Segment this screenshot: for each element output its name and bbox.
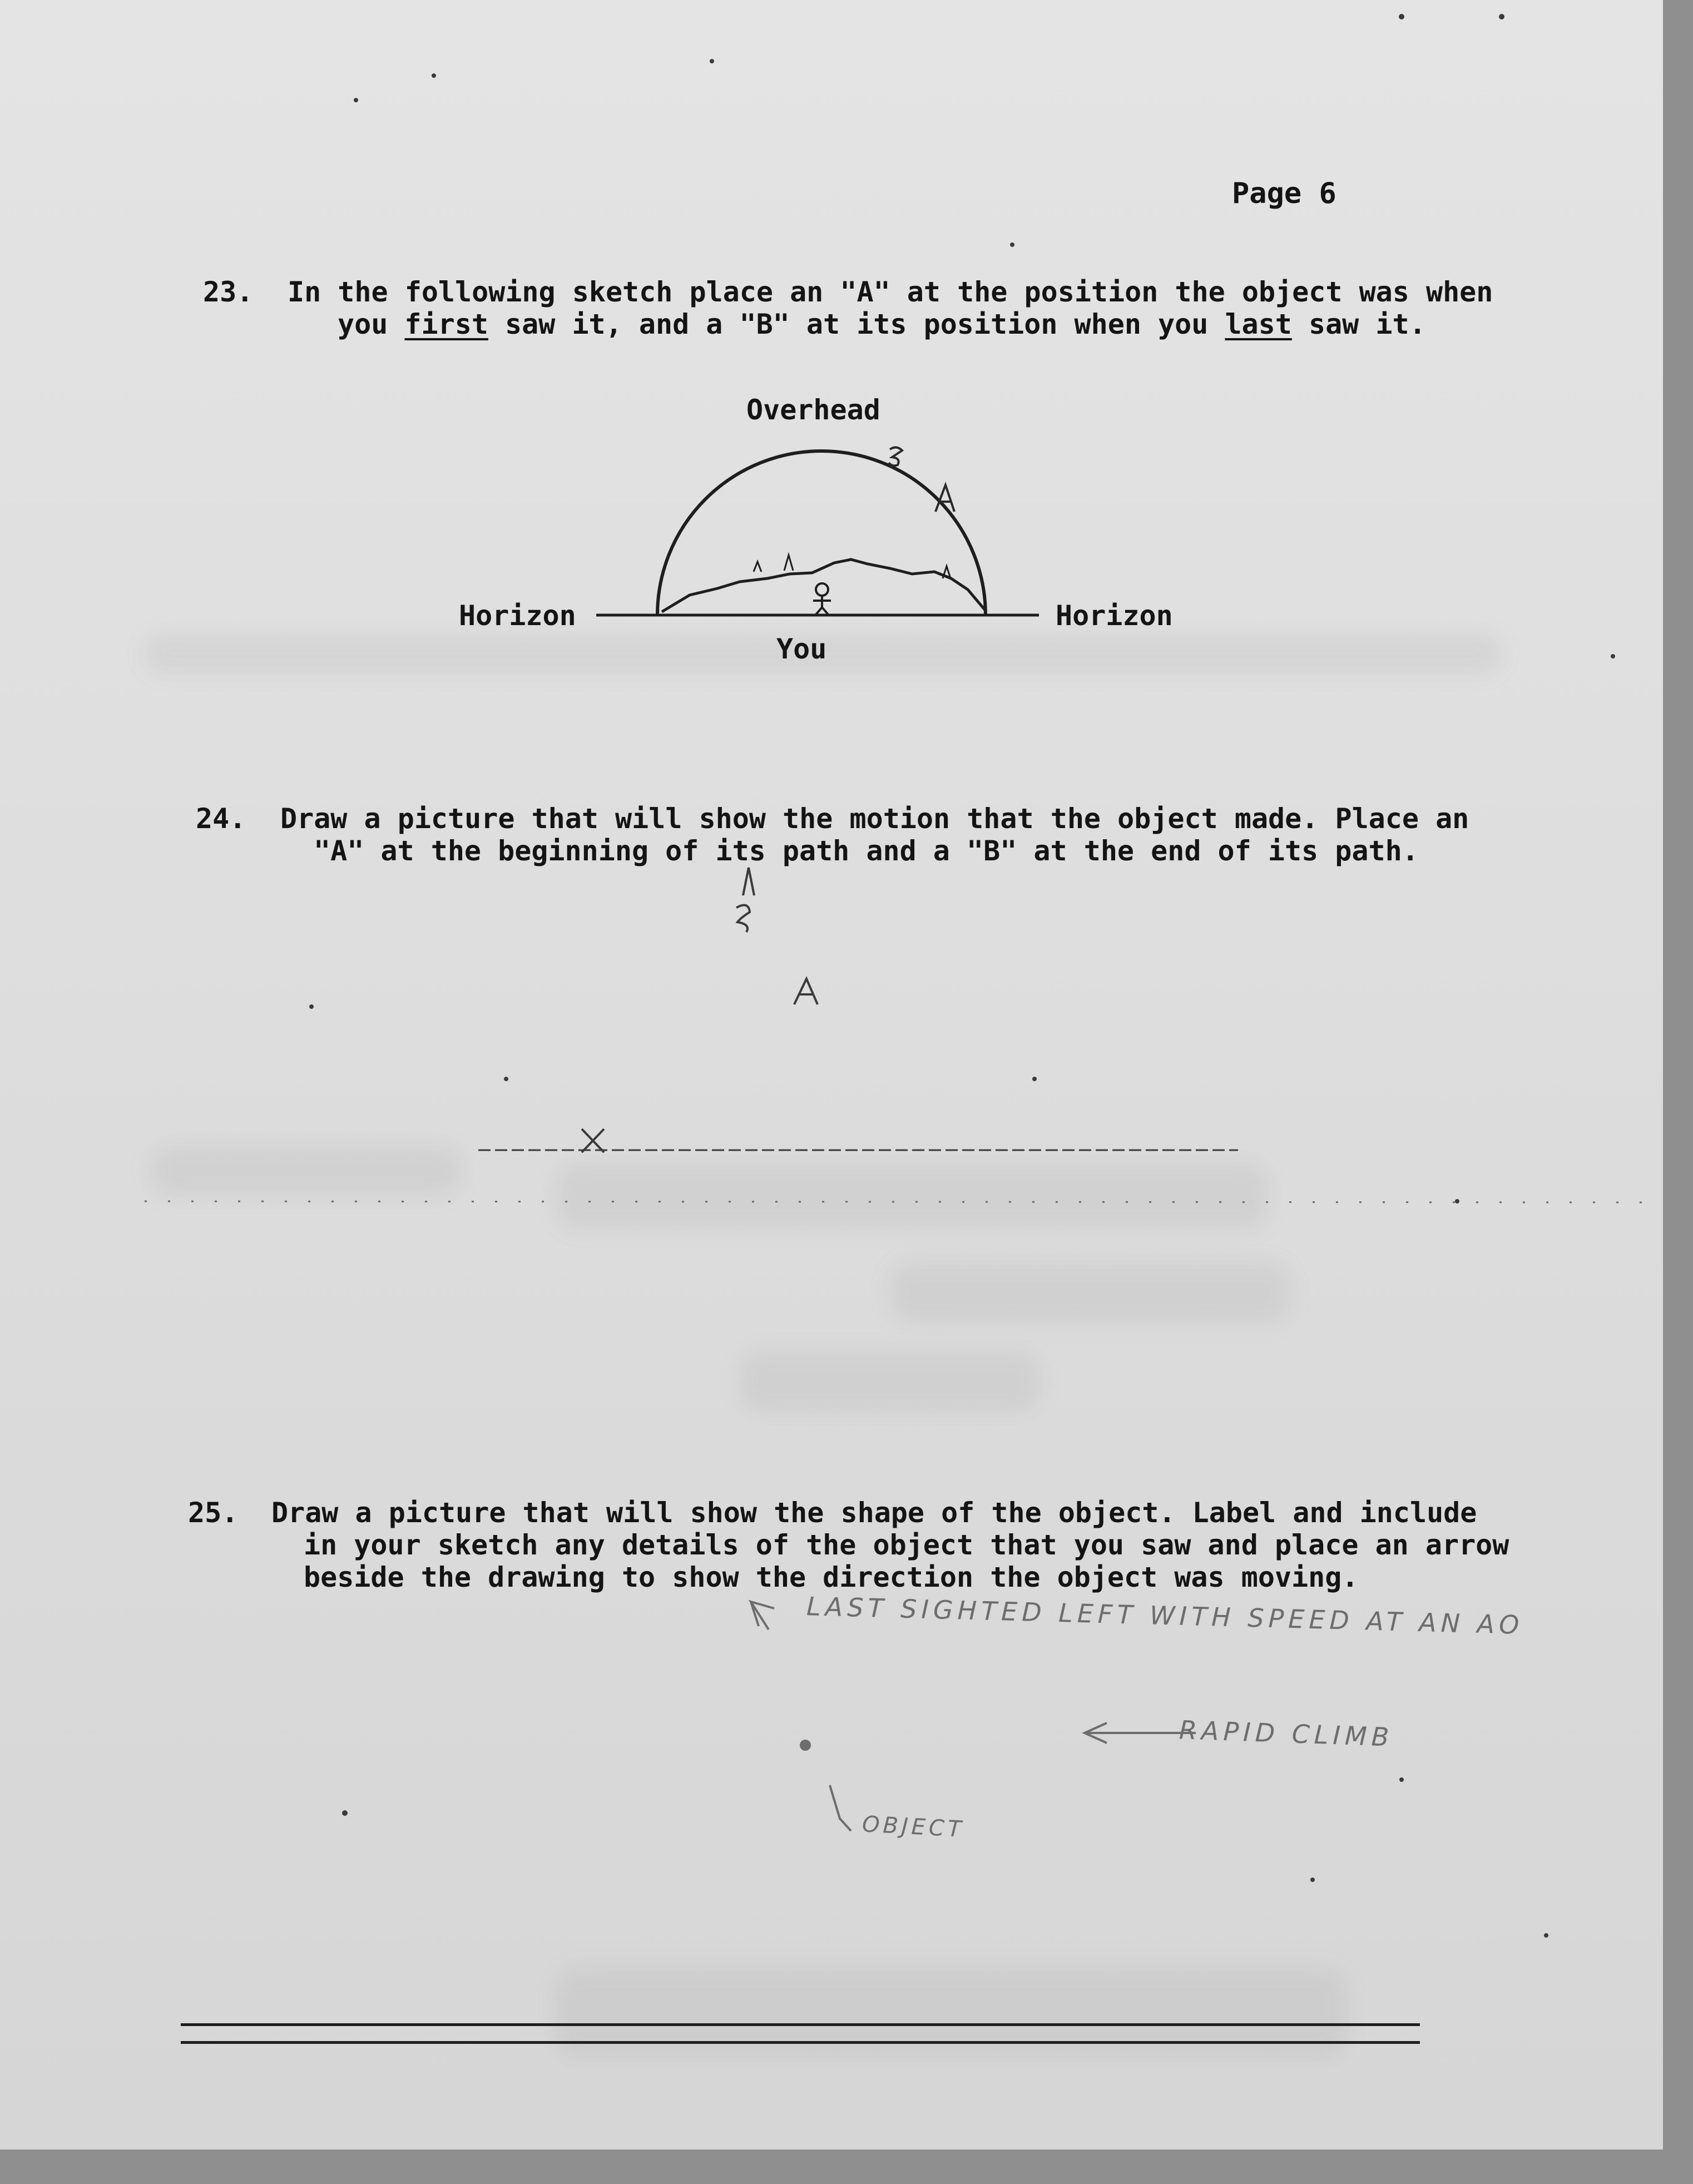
- horizon-left-label: Horizon: [459, 600, 576, 632]
- question-text-line: Draw a picture that will show the shape of the object. Label and include: [271, 1497, 1477, 1529]
- question-text-line: In the following sketch place an "A" at the position the object was when: [288, 276, 1493, 308]
- handwritten-annotation: LAST SIGHTED LEFT WITH SPEED AT AN AO: [806, 1591, 1524, 1640]
- text-fragment: saw it, and a "B" at its position when you: [488, 308, 1225, 340]
- question-text-line: beside the drawing to show the direction the object was moving.: [304, 1561, 1359, 1593]
- emphasis-first: first: [404, 308, 488, 340]
- page-number: Page 6: [1232, 177, 1336, 210]
- text-fragment: you: [338, 308, 405, 340]
- handwritten-annotation: RAPID CLIMB: [1179, 1715, 1394, 1752]
- overhead-label: Overhead: [746, 394, 880, 426]
- handwritten-annotation: OBJECT: [861, 1811, 966, 1843]
- question-text-line: "A" at the beginning of its path and a "B" at the end of its path.: [314, 835, 1419, 867]
- question-number: 24.: [196, 803, 246, 835]
- question-number: 23.: [203, 276, 254, 308]
- question-text-line: Draw a picture that will show the motion that the object made. Place an: [280, 803, 1469, 835]
- horizon-right-label: Horizon: [1056, 600, 1173, 632]
- text-fragment: saw it.: [1291, 308, 1426, 340]
- emphasis-last: last: [1225, 308, 1292, 340]
- question-number: 25.: [188, 1497, 239, 1529]
- you-label: You: [776, 633, 827, 665]
- question-text-line: in your sketch any details of the object that you saw and place an arrow: [304, 1529, 1509, 1561]
